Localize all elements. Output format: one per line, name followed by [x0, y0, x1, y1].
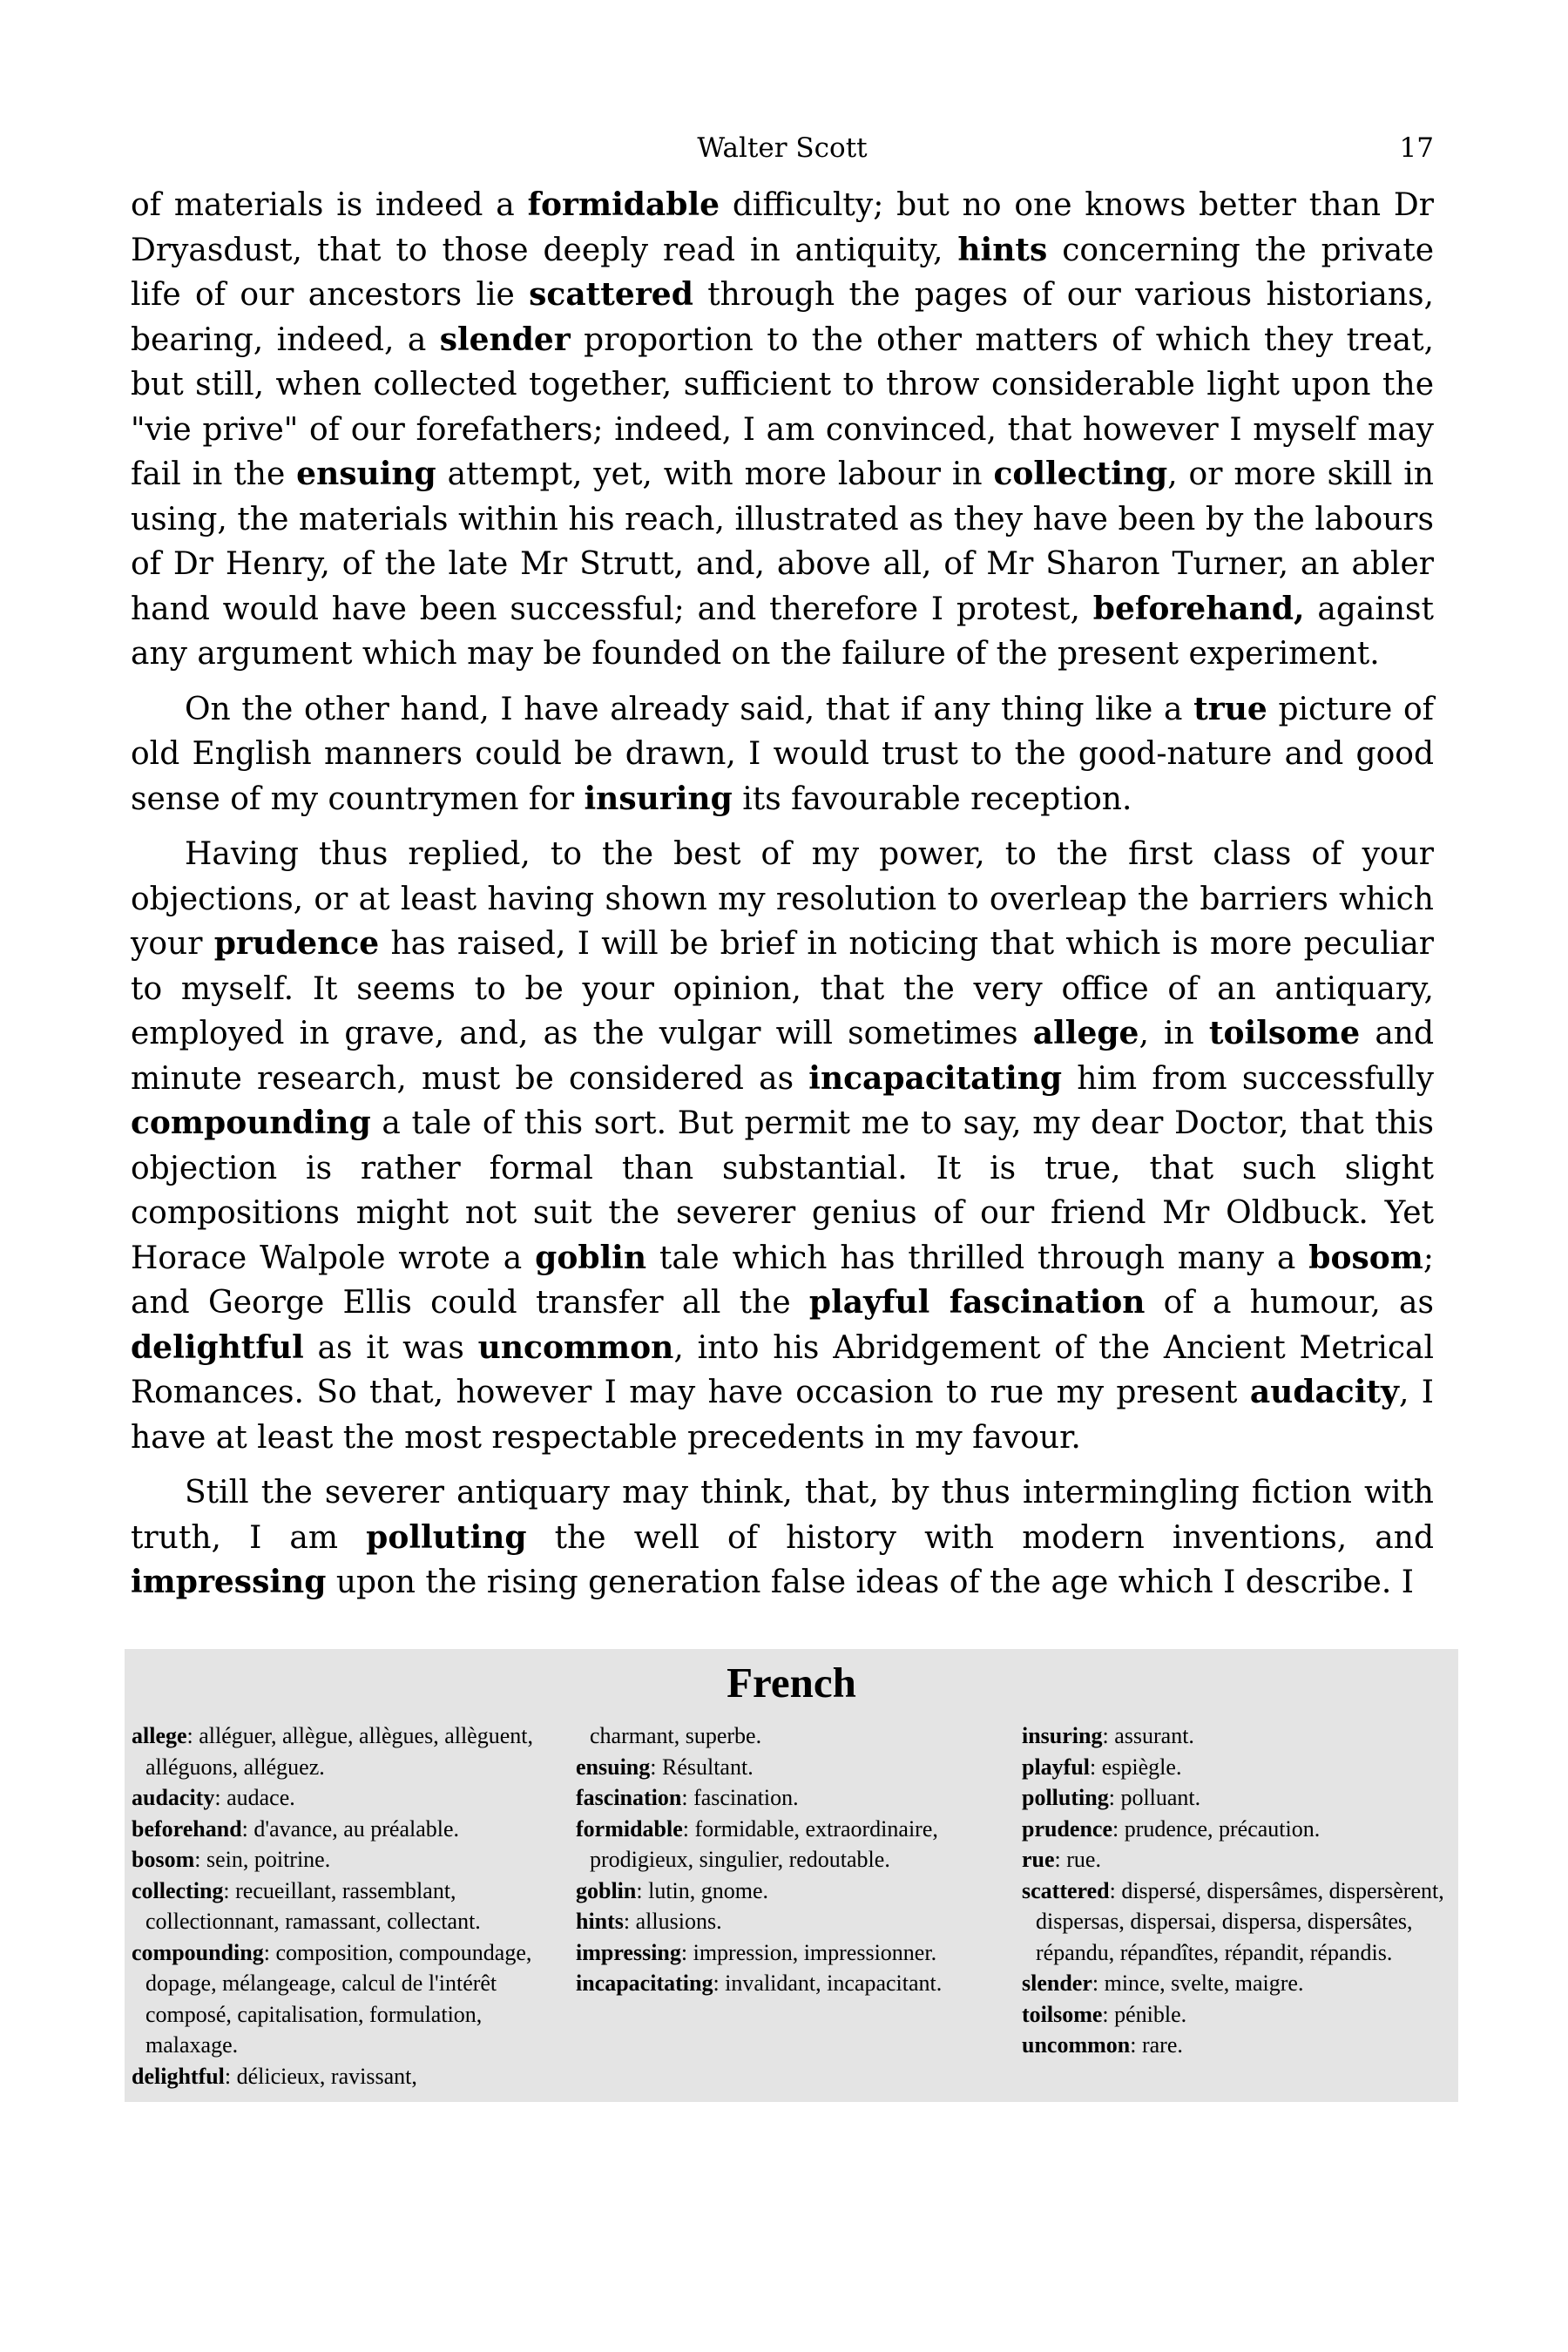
vocab-word: incapacitating — [808, 1059, 1063, 1097]
glossary-term: formidable — [576, 1815, 683, 1842]
glossary-term: uncommon — [1022, 2032, 1131, 2058]
vocab-word: scattered — [529, 276, 693, 313]
text-run: , I have at least the most respectable precedents in my favour. — [131, 1375, 1435, 1456]
glossary-definition: : pénible. — [1102, 2001, 1187, 2027]
glossary-definition: : allusions. — [623, 1909, 722, 1934]
glossary-entry — [132, 1844, 567, 1876]
glossary-definition: charmant, superbe. — [590, 1723, 762, 1748]
vocab-word: formidable — [527, 186, 720, 223]
glossary-definition: : formidable, extraordinaire, prodigieux, singulier, redoutable. — [590, 1815, 938, 1872]
glossary-entry — [1022, 1752, 1457, 1783]
vocab-word: insuring — [584, 780, 733, 817]
glossary-term: slender — [1022, 1970, 1092, 1996]
glossary-term: hints — [576, 1909, 624, 1934]
text-run: a tale of this sort. But permit me to say, my dear Doctor, that this objection is rather formal than substantial. It is true, that such slight compositions might not suit the severer genius of our friend Mr Oldbuck. Yet Horace Walpole wrote a — [131, 1105, 1434, 1276]
glossary-definition: : mince, svelte, maigre. — [1092, 1970, 1304, 1996]
vocab-word: uncommon — [477, 1328, 674, 1366]
glossary-term: compounding — [132, 1939, 264, 1965]
glossary-entry — [1022, 1968, 1457, 1999]
glossary-entry — [576, 1720, 1011, 1752]
page-number: 17 — [1399, 132, 1434, 164]
text-run: its favourable reception. — [732, 781, 1132, 817]
glossary-entry — [1022, 1720, 1457, 1752]
glossary-term: beforehand — [132, 1815, 242, 1842]
glossary-definition: : dispersé, dispersâmes, dispersèrent, dispersas, dispersai, dispersa, dispersâtes, répandu, répandîtes, répandit, répandis. — [1036, 1877, 1444, 1965]
text-run: ; and George Ellis could transfer all the — [131, 1240, 1434, 1321]
text-run: against any argument which may be founded on the failure of the present experiment. — [131, 591, 1434, 672]
glossary-entry — [576, 1876, 1011, 1907]
vocab-word: collecting — [993, 456, 1168, 492]
glossary-term: bosom — [132, 1847, 195, 1872]
glossary-term: allege — [132, 1723, 187, 1748]
glossary-entry — [132, 1782, 567, 1814]
glossary-column-2 — [576, 1720, 1011, 1999]
glossary-definition: : composition, compoundage, dopage, mélangeage, calcul de l'intérêt composé, capitalisation, formulation, malaxage. — [145, 1939, 532, 2058]
vocab-word: delightful — [131, 1328, 304, 1366]
glossary-entry — [576, 1937, 1011, 1969]
paragraph — [131, 183, 1434, 677]
vocab-word: prudence — [213, 925, 380, 962]
paragraph — [131, 687, 1434, 822]
text-run: has raised, I will be brief in noticing that which is more peculiar to myself. It seems to be your opinion, that the very office of an antiquary, employed in grave, and, as the vulgar will sometimes — [131, 926, 1434, 1051]
vocab-word: hints — [957, 231, 1048, 268]
text-run: , in — [1139, 1016, 1209, 1051]
body-text — [131, 183, 1434, 1616]
text-run: Still the severer antiquary may think, that, by thus intermingling fiction with truth, I am — [131, 1475, 1434, 1556]
glossary-entry — [1022, 1782, 1457, 1814]
glossary-entry — [1022, 2030, 1457, 2061]
glossary-definition: : assurant. — [1102, 1723, 1194, 1748]
text-run: proportion to the other matters of which they treat, but still, when collected together, sufficient to throw considerable light upon the "vie prive" of our forefathers; indeed, I am convinced, that however I myself may fail in the — [131, 321, 1434, 492]
text-run: the well of history with modern inventions, and — [526, 1519, 1434, 1556]
glossary-entry — [1022, 1999, 1457, 2031]
glossary-term: collecting — [132, 1877, 224, 1903]
glossary-definition: : prudence, précaution. — [1112, 1815, 1321, 1842]
vocab-word: true — [1193, 690, 1267, 727]
glossary-definition: : délicieux, ravissant, — [224, 2063, 417, 2089]
text-run: Having thus replied, to the best of my power, to the first class of your objections, or at least having shown my resolution to overleap the barriers which your — [131, 836, 1434, 962]
glossary-column-3 — [1022, 1720, 1457, 2061]
text-run: , into his Abridgement of the Ancient Metrical Romances. So that, however I may have occasion to rue my present — [131, 1329, 1434, 1410]
glossary-entry — [1022, 1814, 1457, 1845]
glossary-term: goblin — [576, 1877, 637, 1903]
vocab-word: bosom — [1308, 1239, 1423, 1276]
glossary-entry — [576, 1968, 1011, 1999]
glossary-definition: : audace. — [214, 1785, 295, 1810]
vocab-word: slender — [439, 321, 571, 358]
glossary-definition: : fascination. — [681, 1785, 799, 1810]
text-run: On the other hand, I have already said, that if any thing like a — [185, 691, 1194, 727]
glossary-definition: : lutin, gnome. — [636, 1877, 769, 1903]
glossary-column-1 — [132, 1720, 567, 2092]
glossary-term: scattered — [1022, 1877, 1110, 1903]
text-run: difficulty; but no one knows better than Dr Dryasdust, that to those deeply read in antiquity, — [131, 187, 1435, 268]
vocab-word: toilsome — [1208, 1015, 1361, 1051]
glossary-box — [125, 1649, 1458, 2102]
text-run: concerning the private life of our ancestors lie — [131, 232, 1434, 313]
vocab-word: beforehand, — [1092, 590, 1305, 627]
glossary-entry — [576, 1814, 1011, 1876]
text-run: of materials is indeed a — [131, 187, 528, 223]
glossary-term: playful — [1022, 1754, 1091, 1780]
text-run: upon the rising generation false ideas of the age which I describe. I — [326, 1565, 1414, 1600]
text-run: picture of old English manners could be drawn, I would trust to the good-nature and good sense of my countrymen for — [131, 691, 1434, 817]
glossary-entry — [1022, 1844, 1457, 1876]
vocab-word: playful fascination — [808, 1284, 1146, 1321]
glossary-term: polluting — [1022, 1785, 1109, 1810]
glossary-term: fascination — [576, 1785, 682, 1810]
vocab-word: polluting — [366, 1518, 527, 1556]
glossary-definition: : invalidant, incapacitant. — [713, 1970, 943, 1996]
glossary-entry — [576, 1782, 1011, 1814]
vocab-word: allege — [1032, 1015, 1139, 1051]
glossary-title: French — [727, 1659, 856, 1707]
vocab-word: compounding — [131, 1105, 371, 1141]
glossary-term: incapacitating — [576, 1970, 713, 1996]
glossary-definition: : impression, impressionner. — [680, 1939, 937, 1965]
glossary-term: rue — [1022, 1847, 1055, 1872]
glossary-definition: : Résultant. — [650, 1754, 754, 1780]
glossary-entry — [132, 1814, 567, 1845]
text-run: attempt, yet, with more labour in — [436, 456, 994, 492]
glossary-definition: : polluant. — [1108, 1785, 1201, 1810]
vocab-word: audacity — [1249, 1374, 1399, 1410]
glossary-term: audacity — [132, 1785, 215, 1810]
text-run: of a humour, as — [1145, 1285, 1434, 1321]
glossary-definition: : rue. — [1054, 1847, 1101, 1872]
paragraph — [131, 832, 1434, 1460]
vocab-word: ensuing — [296, 456, 436, 492]
text-run: and minute research, must be considered as — [131, 1016, 1435, 1097]
vocab-word: goblin — [535, 1239, 647, 1276]
glossary-definition: : espiègle. — [1090, 1754, 1182, 1780]
text-run: as it was — [303, 1329, 478, 1366]
glossary-entry — [1022, 1876, 1457, 1969]
text-run: , or more skill in using, the materials within his reach, illustrated as they have been by the labours of Dr Henry, of the late Mr Strutt, and, above all, of Mr Sharon Turner, an abler hand would have been successful; and therefore I protest, — [131, 456, 1434, 627]
glossary-term: prudence — [1022, 1815, 1112, 1842]
glossary-definition: : d'avance, au préalable. — [241, 1815, 460, 1842]
page-header — [131, 132, 1434, 167]
glossary-entry — [576, 1906, 1011, 1937]
glossary-definition: : sein, poitrine. — [194, 1847, 331, 1872]
glossary-entry — [132, 1720, 567, 1782]
text-run: tale which has thrilled through many a — [646, 1240, 1309, 1276]
glossary-entry — [132, 1937, 567, 2061]
paragraph — [131, 1470, 1434, 1605]
glossary-term: ensuing — [576, 1754, 651, 1780]
vocab-word: impressing — [131, 1564, 327, 1600]
glossary-term: delightful — [132, 2063, 225, 2089]
glossary-term: toilsome — [1022, 2001, 1103, 2027]
glossary-entry — [132, 1876, 567, 1937]
glossary-definition: : recueillant, rassemblant, collectionnant, ramassant, collectant. — [145, 1877, 481, 1934]
glossary-term: insuring — [1022, 1723, 1103, 1748]
glossary-term: impressing — [576, 1939, 681, 1965]
text-run: through the pages of our various historians, bearing, indeed, a — [131, 277, 1434, 358]
glossary-entry — [576, 1752, 1011, 1783]
glossary-definition: : rare. — [1130, 2032, 1183, 2058]
running-title: Walter Scott — [697, 132, 868, 164]
glossary-entry — [132, 2061, 567, 2092]
text-run: him from successfully — [1062, 1060, 1434, 1097]
glossary-definition: : alléguer, allègue, allègues, allèguent, alléguons, alléguez. — [145, 1723, 533, 1780]
